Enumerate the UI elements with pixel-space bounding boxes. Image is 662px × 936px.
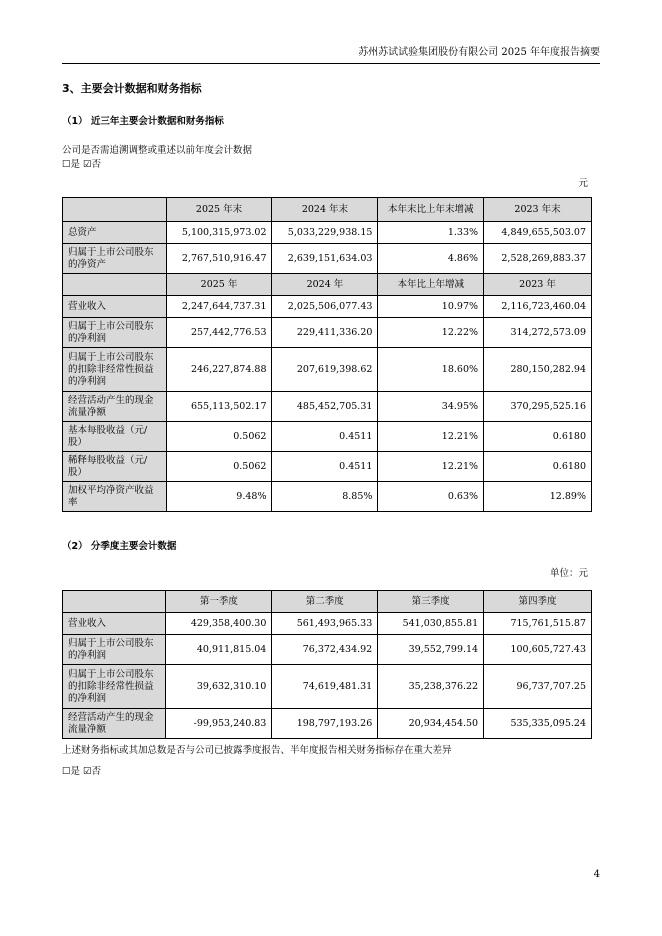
table-cell: 10.97% bbox=[378, 296, 484, 318]
row-label: 营业收入 bbox=[63, 613, 166, 635]
table-row bbox=[63, 613, 592, 635]
table-row bbox=[63, 296, 592, 318]
quarterly-data-title: （2） 分季度主要会计数据 bbox=[62, 541, 177, 552]
table-cell: 40,911,815.04 bbox=[166, 635, 272, 665]
column-header: 第四季度 bbox=[484, 591, 592, 613]
column-header: 2023 年 bbox=[484, 274, 592, 296]
table-cell: 0.5062 bbox=[166, 422, 272, 452]
table-header-row bbox=[63, 274, 592, 296]
table-cell: 0.4511 bbox=[272, 422, 378, 452]
row-label: 归属于上市公司股东的净利润 bbox=[63, 318, 167, 348]
table-row bbox=[63, 422, 592, 452]
quarterly-unit: 单位：元 bbox=[549, 568, 588, 579]
table-cell: 198,797,193.26 bbox=[272, 709, 378, 739]
table-cell: 12.21% bbox=[378, 452, 484, 482]
table-cell: 12.22% bbox=[378, 318, 484, 348]
table-cell: 96,737,707.25 bbox=[484, 665, 592, 709]
annual-unit: 元 bbox=[578, 178, 588, 189]
table-cell: 74,619,481.31 bbox=[272, 665, 378, 709]
table-row bbox=[63, 709, 592, 739]
table-cell: 0.6180 bbox=[484, 452, 592, 482]
column-header: 2025 年末 bbox=[166, 198, 272, 222]
column-header: 第三季度 bbox=[378, 591, 484, 613]
table-row bbox=[63, 482, 592, 512]
column-header: 2025 年 bbox=[166, 274, 272, 296]
table-cell: 5,100,315,973.02 bbox=[166, 222, 272, 244]
table-cell: 12.21% bbox=[378, 422, 484, 452]
column-header: 2024 年末 bbox=[272, 198, 378, 222]
table-cell: 0.4511 bbox=[272, 452, 378, 482]
table-cell: 1.33% bbox=[378, 222, 484, 244]
table-cell: 2,247,644,737.31 bbox=[166, 296, 272, 318]
table-cell: -99,953,240.83 bbox=[166, 709, 272, 739]
table-header-row bbox=[63, 591, 592, 613]
table-cell: 2,639,151,634.03 bbox=[272, 244, 378, 274]
column-header bbox=[63, 198, 167, 222]
table-cell: 18.60% bbox=[378, 348, 484, 392]
section-title: 3、主要会计数据和财务指标 bbox=[62, 82, 202, 95]
table-cell: 280,150,282.94 bbox=[484, 348, 592, 392]
column-header bbox=[63, 591, 166, 613]
table-cell: 2,767,510,916.47 bbox=[166, 244, 272, 274]
table-row bbox=[63, 348, 592, 392]
table-cell: 429,358,400.30 bbox=[166, 613, 272, 635]
table-cell: 229,411,336.20 bbox=[272, 318, 378, 348]
column-header bbox=[63, 274, 167, 296]
row-label: 稀释每股收益（元/股） bbox=[63, 452, 167, 482]
table-cell: 541,030,855.81 bbox=[378, 613, 484, 635]
table-cell: 257,442,776.53 bbox=[166, 318, 272, 348]
table-cell: 0.6180 bbox=[484, 422, 592, 452]
table-cell: 100,605,727.43 bbox=[484, 635, 592, 665]
table-cell: 485,452,705.31 bbox=[272, 392, 378, 422]
row-label: 加权平均净资产收益率 bbox=[63, 482, 167, 512]
table-row bbox=[63, 452, 592, 482]
table-cell: 715,761,515.87 bbox=[484, 613, 592, 635]
table-cell: 2,528,269,883.37 bbox=[484, 244, 592, 274]
table-cell: 0.63% bbox=[378, 482, 484, 512]
column-header: 2024 年 bbox=[272, 274, 378, 296]
table-cell: 12.89% bbox=[484, 482, 592, 512]
annual-data-title: （1） 近三年主要会计数据和财务指标 bbox=[62, 116, 224, 127]
row-label: 总资产 bbox=[63, 222, 167, 244]
table-cell: 655,113,502.17 bbox=[166, 392, 272, 422]
table-row bbox=[63, 222, 592, 244]
table-row bbox=[63, 318, 592, 348]
page-header bbox=[62, 47, 600, 64]
row-label: 归属于上市公司股东的扣除非经常性损益的净利润 bbox=[63, 348, 167, 392]
quarterly-financial-table bbox=[62, 590, 592, 739]
table-cell: 370,295,525.16 bbox=[484, 392, 592, 422]
row-label: 归属于上市公司股东的净资产 bbox=[63, 244, 167, 274]
table-cell: 34.95% bbox=[378, 392, 484, 422]
table-cell: 246,227,874.88 bbox=[166, 348, 272, 392]
table-cell: 2,116,723,460.04 bbox=[484, 296, 592, 318]
table-cell: 0.5062 bbox=[166, 452, 272, 482]
restate-question: 公司是否需追溯调整或重述以前年度会计数据 bbox=[62, 145, 253, 156]
table-cell: 39,632,310.10 bbox=[166, 665, 272, 709]
table-cell: 20,934,454.50 bbox=[378, 709, 484, 739]
column-header: 本年比上年增减 bbox=[378, 274, 484, 296]
row-label: 基本每股收益（元/股） bbox=[63, 422, 167, 452]
table-cell: 535,335,095.24 bbox=[484, 709, 592, 739]
table-cell: 561,493,965.33 bbox=[272, 613, 378, 635]
table-row bbox=[63, 665, 592, 709]
table-header-row bbox=[63, 198, 592, 222]
table-row bbox=[63, 635, 592, 665]
table-cell: 2,025,506,077.43 bbox=[272, 296, 378, 318]
column-header: 本年末比上年末增减 bbox=[378, 198, 484, 222]
table-cell: 76,372,434.92 bbox=[272, 635, 378, 665]
table-cell: 39,552,799.14 bbox=[378, 635, 484, 665]
page-number: 4 bbox=[593, 869, 600, 880]
table-cell: 9.48% bbox=[166, 482, 272, 512]
difference-answer: ☐是 ☑否 bbox=[62, 766, 102, 777]
table-cell: 314,272,573.09 bbox=[484, 318, 592, 348]
column-header: 第一季度 bbox=[166, 591, 272, 613]
table-cell: 207,619,398.62 bbox=[272, 348, 378, 392]
row-label: 经营活动产生的现金流量净额 bbox=[63, 709, 166, 739]
table-cell: 5,033,229,938.15 bbox=[272, 222, 378, 244]
table-row bbox=[63, 392, 592, 422]
annual-financial-table bbox=[62, 197, 592, 512]
row-label: 经营活动产生的现金流量净额 bbox=[63, 392, 167, 422]
table-cell: 8.85% bbox=[272, 482, 378, 512]
column-header: 第二季度 bbox=[272, 591, 378, 613]
table-cell: 35,238,376.22 bbox=[378, 665, 484, 709]
restate-answer: ☐是 ☑否 bbox=[62, 159, 102, 170]
report-title: 苏州苏试试验集团股份有限公司 2025 年年度报告摘要 bbox=[358, 47, 600, 58]
table-row bbox=[63, 244, 592, 274]
row-label: 归属于上市公司股东的扣除非经常性损益的净利润 bbox=[63, 665, 166, 709]
table-cell: 4,849,655,503.07 bbox=[484, 222, 592, 244]
column-header: 2023 年末 bbox=[484, 198, 592, 222]
row-label: 营业收入 bbox=[63, 296, 167, 318]
difference-question: 上述财务指标或其加总数是否与公司已披露季度报告、半年度报告相关财务指标存在重大差异 bbox=[62, 745, 452, 756]
row-label: 归属于上市公司股东的净利润 bbox=[63, 635, 166, 665]
table-cell: 4.86% bbox=[378, 244, 484, 274]
